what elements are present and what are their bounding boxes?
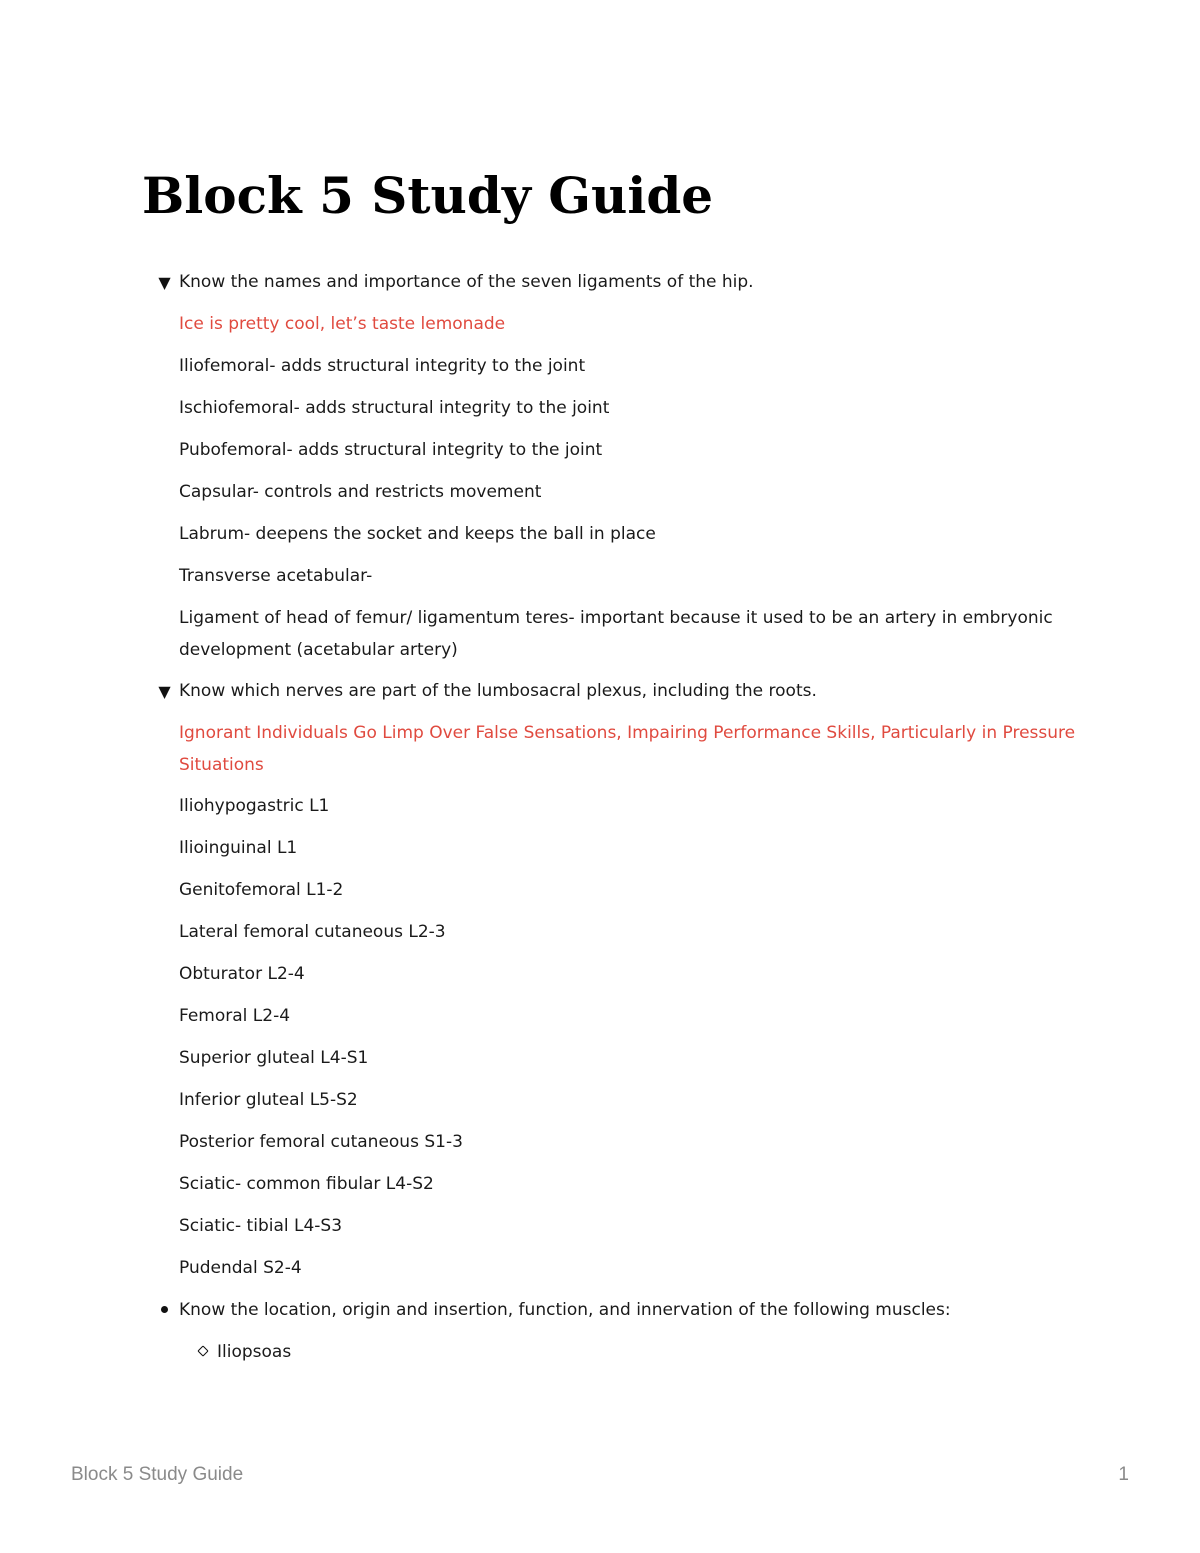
bullet-dot-icon (150, 1294, 179, 1327)
list-item: Sciatic- tibial L4-S3 (179, 1216, 343, 1236)
toggle-triangle-icon[interactable]: ▼ (158, 273, 171, 292)
list-item: Superior gluteal L4-S1 (179, 1048, 369, 1068)
page-title: Block 5 Study Guide (142, 166, 714, 225)
sub-list-item-text: Iliopsoas (217, 1342, 292, 1362)
list-item: Labrum- deepens the socket and keeps the ball in place (179, 524, 656, 544)
list-item: Genitofemoral L1-2 (179, 880, 344, 900)
list-item: Ilioinguinal L1 (179, 838, 298, 858)
list-item: Sciatic- common fibular L4-S2 (179, 1174, 434, 1194)
bullet-heading-muscles (150, 1294, 1090, 1327)
list-item: Obturator L2-4 (179, 964, 305, 984)
list-item: Pudendal S2-4 (179, 1258, 302, 1278)
list-item: Capsular- controls and restricts movement (179, 482, 542, 502)
section-heading: Know the location, origin and insertion, function, and innervation of the following muscles: (179, 1300, 951, 1320)
toggle-triangle-icon[interactable]: ▼ (158, 682, 171, 701)
list-item: Iliohypogastric L1 (179, 796, 330, 816)
list-item: Inferior gluteal L5-S2 (179, 1090, 358, 1110)
sub-list-item (150, 1336, 1090, 1369)
footer-document-title: Block 5 Study Guide (71, 1464, 244, 1485)
mnemonic-text: Ignorant Individuals Go Limp Over False Sensations, Impairing Performance Skills, Particularly in Pressure Situations (179, 723, 1076, 775)
list-item: Femoral L2-4 (179, 1006, 291, 1026)
list-item: Ischiofemoral- adds structural integrity to the joint (179, 398, 610, 418)
list-item: Transverse acetabular- (179, 566, 373, 586)
list-item: Ligament of head of femur/ ligamentum teres- important because it used to be an artery in embryonic development (acetabular artery) (179, 608, 1053, 660)
toggle-heading-ligaments[interactable] (150, 266, 1090, 299)
list-item: Lateral femoral cutaneous L2-3 (179, 922, 446, 942)
document-body (150, 266, 1090, 1369)
hollow-diamond-bullet-icon (188, 1336, 217, 1369)
list-item: Pubofemoral- adds structural integrity to the joint (179, 440, 603, 460)
footer-page-number: 1 (1118, 1464, 1129, 1485)
mnemonic-text: Ice is pretty cool, let’s taste lemonade (179, 314, 506, 334)
list-item: Posterior femoral cutaneous S1-3 (179, 1132, 463, 1152)
section-heading: Know the names and importance of the seven ligaments of the hip. (179, 272, 754, 292)
list-item: Iliofemoral- adds structural integrity to the joint (179, 356, 586, 376)
toggle-heading-lumbosacral-plexus[interactable] (150, 675, 1090, 708)
section-heading: Know which nerves are part of the lumbosacral plexus, including the roots. (179, 681, 817, 701)
